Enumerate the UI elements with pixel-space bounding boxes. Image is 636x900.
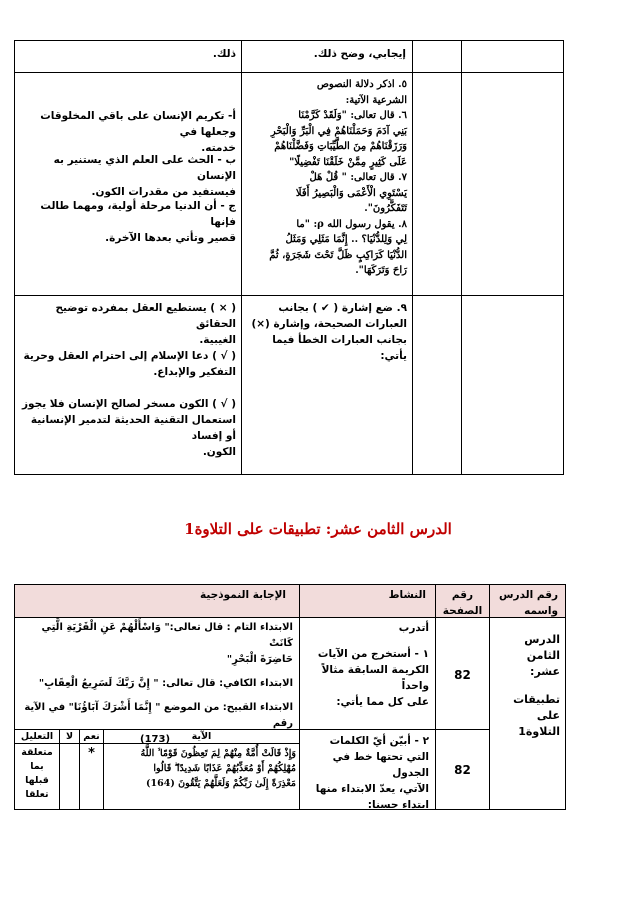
header-line: الصفحة	[442, 605, 483, 617]
t1-r3-activity-text	[245, 300, 407, 364]
activity-line: التي تحتها خط في الجدول	[332, 751, 429, 779]
answer-line: الكون.	[202, 446, 236, 458]
activity-line: وَرَزَقْنَاهُمْ مِنَ الطَّيِّبَاتِ وَفَضَّلْنَاهُمْ	[274, 141, 407, 152]
t2-header-page-label	[436, 587, 489, 619]
activity-line	[305, 636, 429, 646]
answer-line	[17, 668, 293, 676]
header-line: رقم الدرس	[499, 589, 558, 601]
t2-rowB-activity	[303, 733, 429, 813]
sub-reason-header: التعليل	[20, 731, 54, 742]
lesson-line: عشر:	[530, 665, 560, 678]
answer-line: ( × ) يستطيع العقل بمفرده توضيح الحقائق	[55, 302, 236, 330]
t1-r3-answer-3	[20, 396, 236, 460]
activity-line: رَاحَ وَتَرَكَهَا".	[355, 265, 407, 276]
header-line: رقم	[451, 589, 474, 601]
t2-header-lesson-label	[490, 587, 558, 619]
t1-r3-lesson-cell	[461, 295, 564, 475]
activity-line: ٩. ضع إشارة ( ✔ ) بجانب	[278, 302, 407, 314]
verse-line: مُهْلِكُهُمْ أَوْ مُعَذِّبُهُمْ عَذَابًا شَدِيدًا ۖ قَالُوا	[153, 763, 296, 774]
t2-header-activity-label: النشاط	[388, 589, 426, 601]
reason-line: بما	[30, 761, 44, 772]
answer-line: ( √ ) الكون مسخر لصالح الإنسان فلا يجوز	[22, 398, 236, 410]
activity-line: لِي وَلِلدُّنْيَا؟ .. إِنَّمَا مَثَلِي وَمَثَلُ	[285, 234, 407, 245]
activity-line: العبارات الصحيحة، وإشارة (×)	[251, 318, 407, 330]
verse-line: وَإِذْ قَالَتْ أُمَّةٌ مِنْهُمْ لِمَ تَعِظُونَ قَوْمًا ۙ اللَّهُ	[140, 748, 296, 759]
reason-line: متعلقة	[21, 747, 53, 758]
t1-r2-answer-c	[20, 198, 236, 246]
activity-line: ٧. قال تعالى: " قُلْ هَلْ	[309, 172, 407, 183]
activity-line: بجانب العبارات الخطأ فيما يأتي:	[272, 334, 407, 362]
answer-line: قصير وتأتي بعدها الآخرة.	[105, 232, 236, 244]
lesson-line	[490, 680, 560, 692]
activity-line: ٢ - أبيّن أيّ الكلمات	[329, 735, 429, 747]
sub-yes-header: نعم	[83, 731, 100, 742]
t1-r2-activity-text	[247, 77, 407, 279]
answer-line: ب - الحث على العلم الذي يستنير به الإنسان	[53, 154, 236, 182]
answer-line: أ- تكريم الإنسان على باقي المخلوقات وجعلها في	[40, 110, 236, 138]
lesson-line: الدرس الثامن	[524, 633, 560, 662]
t2-rowB-page: 82	[454, 763, 471, 777]
answer-line: الابتداء التام : قال تعالى:" وَاسْأَلْهُمْ عَنِ الْقَرْيَةِ الَّتِي كَانَتْ	[41, 622, 293, 649]
t1-r2-page-cell	[412, 72, 462, 296]
answer-line: ج - أن الدنيا مرحلة أولية، ومهما طالت فإنها	[40, 200, 236, 228]
sub-no-header: لا	[65, 731, 74, 742]
answer-line: (173)	[139, 734, 171, 745]
reason-line: قبلها	[25, 775, 49, 786]
answer-line: الغيبية.	[199, 334, 236, 346]
answer-line: التفكير والإبداع.	[153, 366, 236, 378]
activity-line: الشرعية الآتية:	[345, 94, 407, 106]
t2-header-answer-label: الإجابة النموذجية	[200, 589, 286, 601]
activity-line: ٨. يقول رسول الله ρ: "ما	[296, 218, 407, 230]
lesson-title: الدرس الثامن عشر: تطبيقات على التلاوة1	[184, 520, 452, 538]
activity-line: ١ - أستخرج من الآيات	[317, 648, 429, 660]
sub-verse-text	[105, 746, 296, 791]
answer-line: ( √ ) دعا الإسلام إلى احترام العقل وحرية	[23, 350, 236, 362]
activity-line: على كل مما يأتي:	[336, 696, 429, 708]
verse-line: مَعْذِرَةً إِلَىٰ رَبِّكُمْ وَلَعَلَّهُمْ يَتَّقُونَ (164)	[146, 778, 296, 789]
sub-verse-header: الآية	[191, 731, 212, 742]
activity-line: الآتي، يعدّ الابتداء منها	[315, 783, 429, 795]
t1-r3-answer-2	[20, 348, 236, 380]
activity-line: أتدرب	[398, 622, 429, 634]
t1-r3-page-cell	[412, 295, 462, 475]
activity-line: ابتداء حسنا:	[367, 799, 429, 811]
answer-line: استعمال التقنية الحديثة لتدمير الإنسانية أو إفساد	[30, 414, 236, 442]
sub-no-cell	[59, 743, 80, 810]
lesson-line: التلاوة1	[518, 725, 560, 738]
activity-line: يَسْتَوِي الْأَعْمَى وَالْبَصِيرُ أَفَلَا	[295, 187, 407, 199]
activity-line: الكريمة السابقة مثالاً واحداً	[321, 664, 429, 692]
t1-r1-page-cell	[412, 40, 462, 73]
activity-line: بَنِي آدَمَ وَحَمَلْنَاهُمْ فِي الْبَرِّ وَالْبَحْرِ	[270, 125, 407, 137]
lesson-line: تطبيقات على	[513, 693, 560, 722]
t2-rowA-activity	[305, 620, 429, 710]
t1-r2-answer-b	[20, 152, 236, 200]
activity-line: ٦. قال تعالى: "وَلَقَدْ كَرَّمْنَا	[298, 110, 407, 121]
activity-line: عَلَى كَثِيرٍ مِمَّنْ خَلَقْنَا تَفْضِيلًا"	[289, 156, 407, 168]
answer-line: فيستفيد من مقدرات الكون.	[91, 186, 236, 198]
answer-line	[17, 692, 293, 700]
t2-rowA-page: 82	[454, 668, 471, 682]
t1-r1-lesson-cell	[461, 40, 564, 73]
sub-reason-text	[15, 746, 59, 802]
activity-line: ٥. اذكر دلالة النصوص	[316, 79, 407, 90]
answer-line: الابتداء الكافي: قال تعالى: " إِنَّ رَبَّكَ لَسَرِيعُ الْعِقَابِ"	[38, 678, 293, 689]
answer-line: الابتداء القبيح: من الموضع " إِنَّمَا أَشْرَكَ آبَاؤُنَا" في الآية رقم	[24, 702, 293, 729]
t1-r1-answer-text: ذلك.	[212, 48, 236, 60]
t1-r1-activity-text: إيجابي، وضح ذلك.	[313, 48, 406, 60]
t1-r2-lesson-cell	[461, 72, 564, 296]
activity-line: الدُّنْيَا كَرَاكِبٍ ظَلَّ تَحْتَ شَجَرَةٍ، ثُمَّ	[269, 249, 407, 261]
t2-lesson-name	[490, 632, 560, 740]
reason-line: تعلقا	[25, 789, 49, 800]
answer-line: خدمته.	[201, 142, 236, 154]
activity-line: تَتَفَكَّرُونَ".	[364, 203, 407, 214]
t1-r2-answer-a	[20, 108, 236, 156]
sub-yes-mark: *	[88, 746, 95, 761]
t1-r3-answer-1	[20, 300, 236, 348]
header-line: واسمه	[524, 605, 558, 617]
answer-line: حَاضِرَةَ الْبَحْرِ"	[226, 654, 293, 665]
